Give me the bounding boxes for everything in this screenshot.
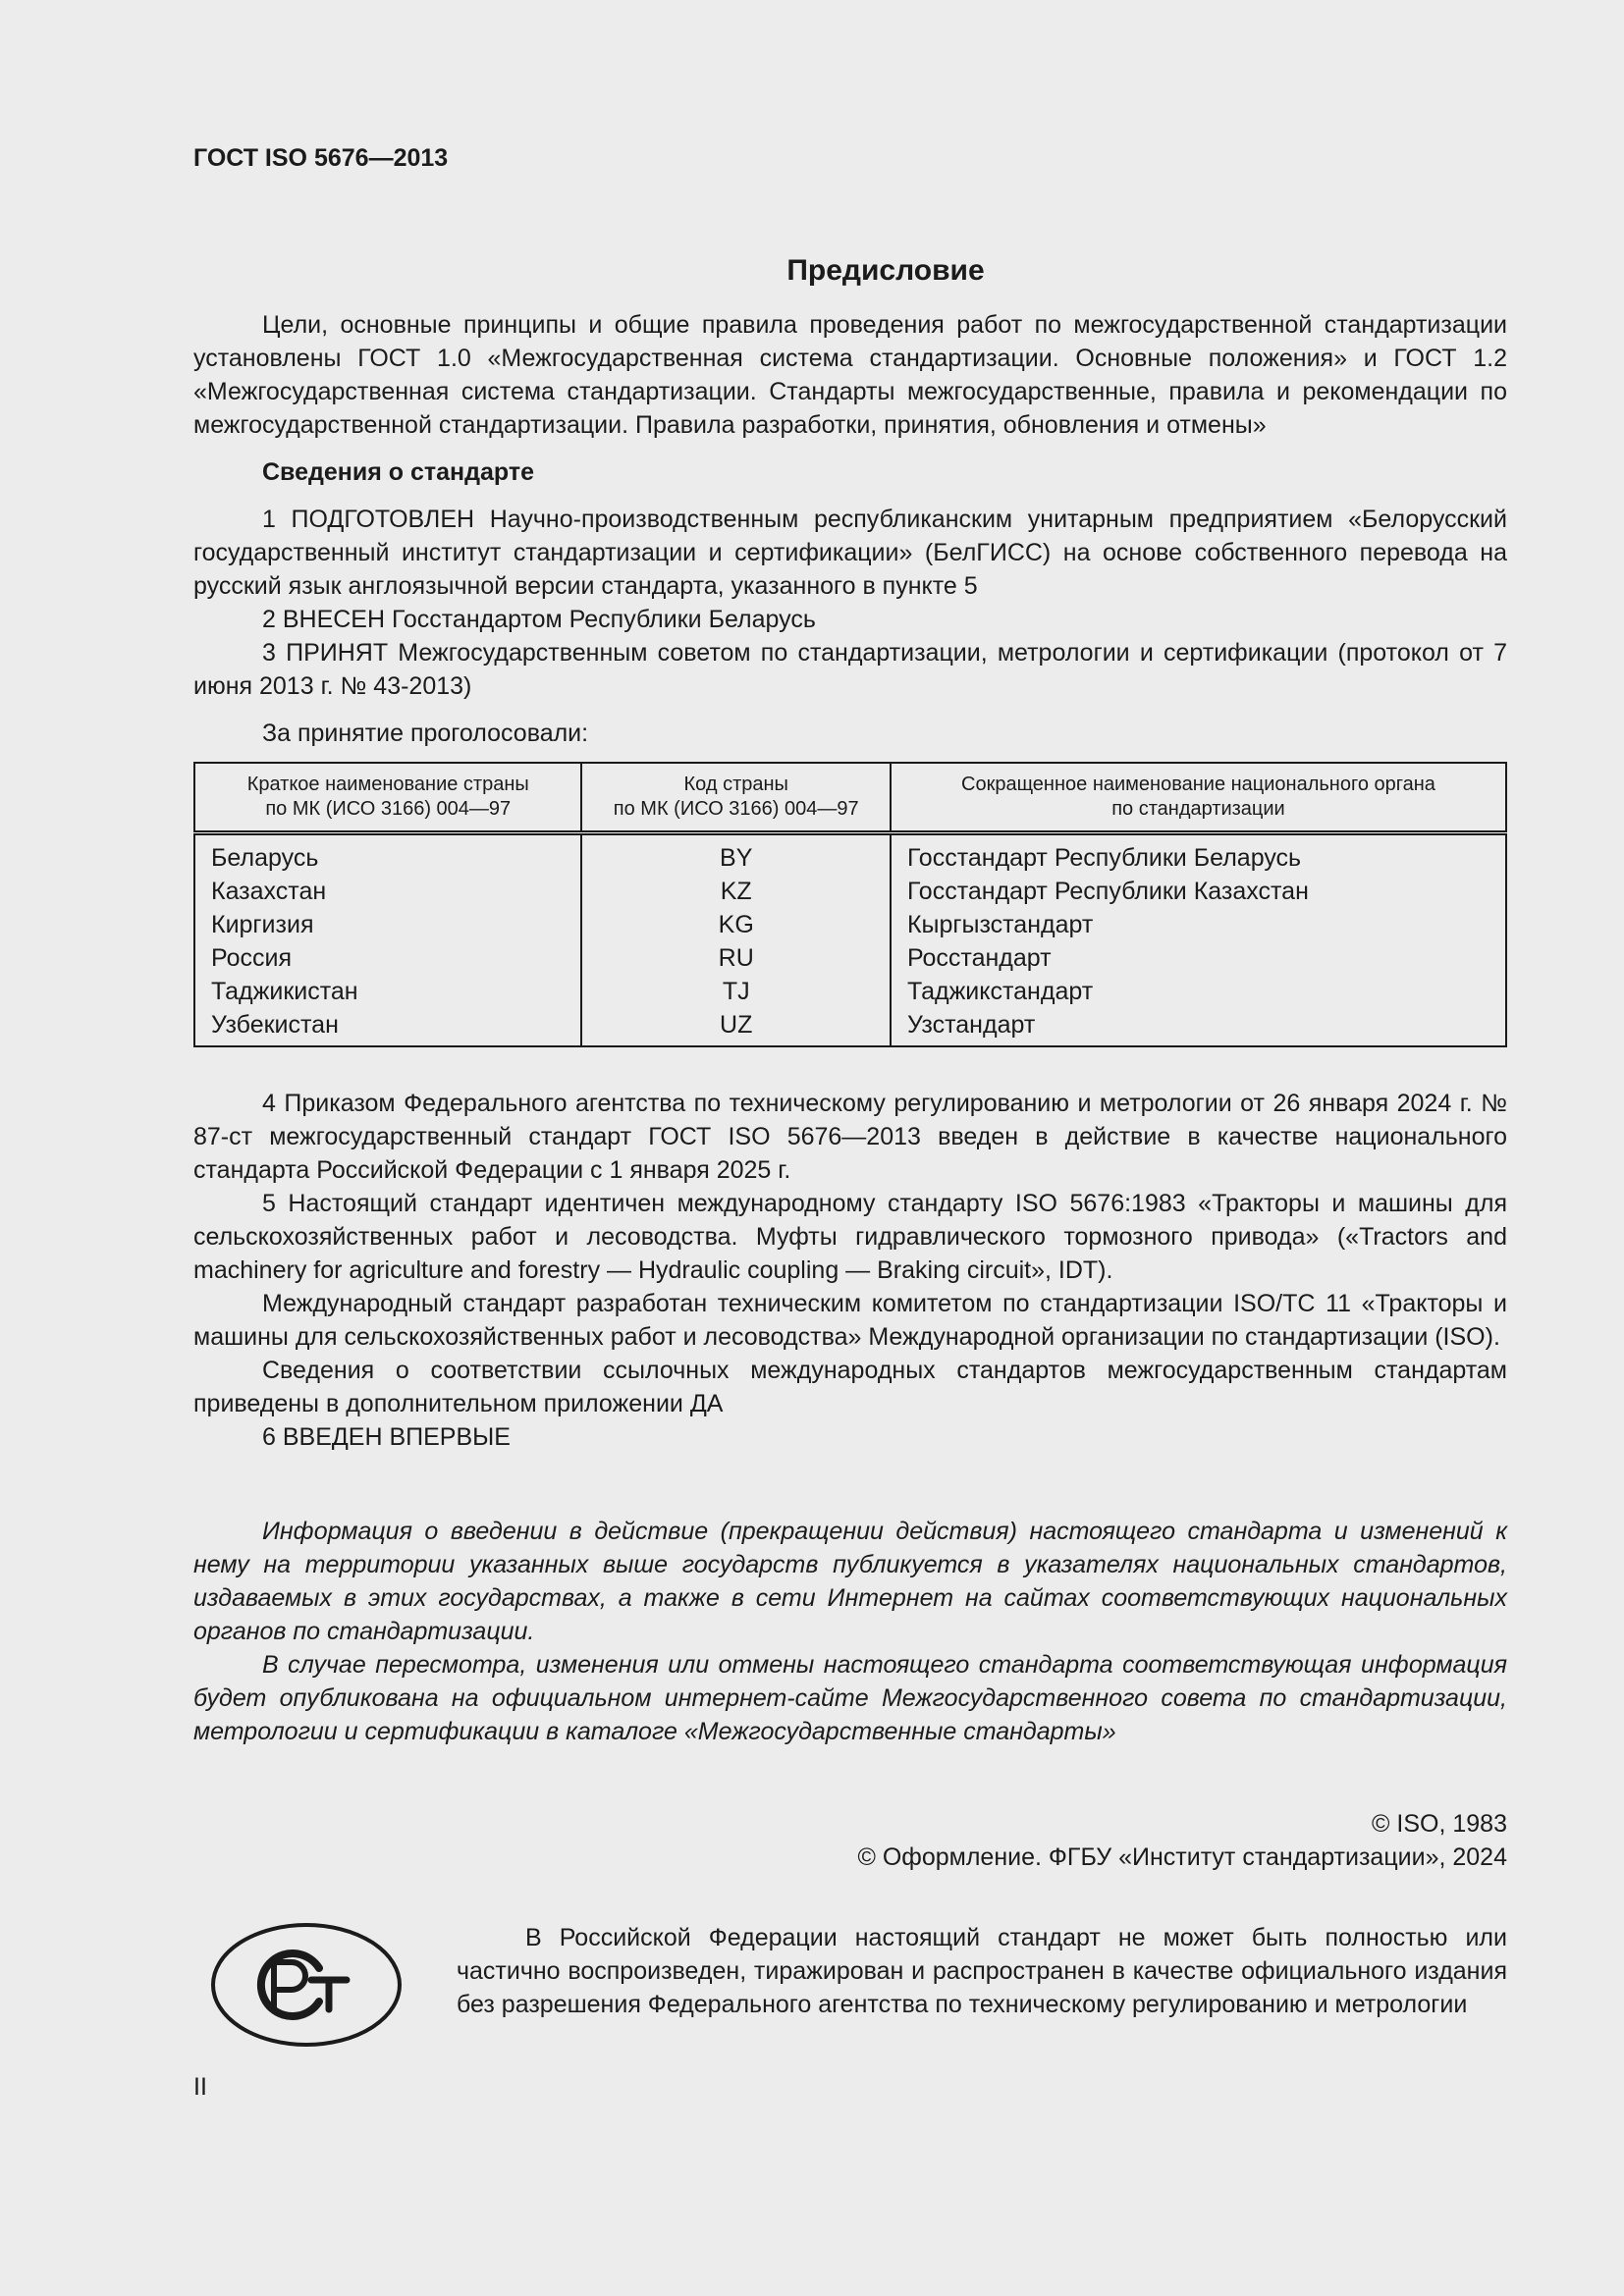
- cell-body: Росстандарт: [906, 944, 1052, 972]
- rf-notice-block: [193, 1921, 1507, 2060]
- item-1-paragraph: 1 ПОДГОТОВЛЕН Научно-производственным республиканским унитарным предприятием «Белорусский государственный институт стандартизации и сертификации» (БелГИСС) на основе собственного перевода на русский язык англоязычной версии стандарта, указанного в пункте 5: [193, 506, 1507, 600]
- cell-code: KG: [581, 908, 890, 941]
- header-country: [194, 763, 581, 833]
- page-number: II: [193, 2073, 207, 2101]
- copyright-design: © Оформление. ФГБУ «Институт стандартизации», 2024: [857, 1843, 1507, 1871]
- cell-body: Госстандарт Республики Беларусь: [906, 844, 1302, 872]
- cell-body: Узстандарт: [906, 1011, 1036, 1039]
- table-row: [194, 875, 1506, 908]
- cell-country: Таджикистан: [194, 975, 581, 1008]
- cell-country: Узбекистан: [194, 1008, 581, 1046]
- header-country-line1: Краткое наименование страны: [246, 774, 529, 795]
- header-code-line1: Код страны: [683, 774, 788, 795]
- copyright-iso: © ISO, 1983: [1372, 1810, 1507, 1838]
- notice-paragraph-1: Информация о введении в действие (прекращении действия) настоящего стандарта и изменений к нему на территории указанных выше государств публикуется в указателях национальных стандартов, издаваемых в этих государствах, а также в сети Интернет на сайтах соответствующих национальных органов по стандартизации.: [193, 1518, 1507, 1645]
- cell-code: RU: [581, 941, 890, 975]
- cell-code: TJ: [581, 975, 890, 1008]
- cell-body: Госстандарт Республики Казахстан: [906, 878, 1309, 905]
- item-3-paragraph: 3 ПРИНЯТ Межгосударственным советом по стандартизации, метрологии и сертификации (протокол от 7 июня 2013 г. № 43-2013): [193, 639, 1507, 700]
- header-body-line2: по стандартизации: [1111, 798, 1285, 820]
- document-header: ГОСТ ISO 5676—2013: [193, 144, 449, 172]
- table-row: [194, 975, 1506, 1008]
- cell-body: Таджикстандарт: [906, 978, 1094, 1005]
- table-row: [194, 1008, 1506, 1046]
- table-row: [194, 908, 1506, 941]
- header-body: [891, 763, 1506, 833]
- cell-code: UZ: [581, 1008, 890, 1046]
- header-country-line2: по МК (ИСО 3166) 004—97: [265, 798, 512, 820]
- item-5-references-paragraph: Сведения о соответствии ссылочных международных стандартов межгосударственным стандартам приведены в дополнительном приложении ДА: [193, 1357, 1507, 1417]
- item-6-paragraph: 6 ВВЕДЕН ВПЕРВЫЕ: [262, 1423, 511, 1451]
- cell-country: Россия: [194, 941, 581, 975]
- item-4-paragraph: 4 Приказом Федерального агентства по техническому регулированию и метрологии от 26 января 2024 г. № 87-ст межгосударственный стандарт ГОСТ ISO 5676—2013 введен в действие в качестве национального стандарта Российской Федерации с 1 января 2025 г.: [193, 1090, 1507, 1184]
- cell-country: Киргизия: [194, 908, 581, 941]
- intro-paragraph: Цели, основные принципы и общие правила проведения работ по межгосударственной стандартизации установлены ГОСТ 1.0 «Межгосударственная система стандартизации. Основные положения» и ГОСТ 1.2 «Межгосударственная система стандартизации. Стандарты межгосударственные, правила и рекомендации по межгосударственной стандартизации. Правила разработки, принятия, обновления и отмены»: [193, 311, 1507, 439]
- notice-paragraph-2: В случае пересмотра, изменения или отмены настоящего стандарта соответствующая информация будет опубликована на официальном интернет-сайте Межгосударственного совета по стандартизации, метрологии и сертификации в каталоге «Межгосударственные стандарты»: [193, 1651, 1507, 1745]
- cell-code: BY: [581, 833, 890, 876]
- cell-country: Беларусь: [194, 833, 581, 876]
- header-code: [581, 763, 890, 833]
- page-title: Предисловие: [786, 254, 985, 287]
- voted-caption: За принятие проголосовали:: [262, 720, 589, 747]
- rst-certification-mark-icon: [209, 1921, 404, 2049]
- cell-country: Казахстан: [194, 875, 581, 908]
- item-5-paragraph: 5 Настоящий стандарт идентичен международному стандарту ISO 5676:1983 «Тракторы и машины для сельскохозяйственных работ и лесоводства. Муфты гидравлического тормозного привода» («Tractors and machinery for agriculture and forestry — Hydraulic coupling — Braking circuit», IDT).: [193, 1190, 1507, 1284]
- info-heading: Сведения о стандарте: [262, 458, 535, 486]
- voting-table: [193, 762, 1507, 1047]
- table-row: [194, 941, 1506, 975]
- header-code-line2: по МК (ИСО 3166) 004—97: [613, 798, 859, 820]
- rf-notice-text: В Российской Федерации настоящий стандарт не может быть полностью или частично воспроизведен, тиражирован и распространен в качестве официального издания без разрешения Федерального агентства по техническому регулированию и метрологии: [457, 1924, 1507, 2018]
- table-row: [194, 833, 1506, 876]
- cell-code: KZ: [581, 875, 890, 908]
- copyright-block: [193, 1807, 1507, 1874]
- item-5-committee-paragraph: Международный стандарт разработан техническим комитетом по стандартизации ISO/TC 11 «Тракторы и машины для сельскохозяйственных работ и лесоводства» Международной организации по стандартизации (ISO).: [193, 1290, 1507, 1351]
- cell-body: Кыргызстандарт: [906, 911, 1094, 938]
- document-page: [193, 143, 1507, 2101]
- item-2-paragraph: 2 ВНЕСЕН Госстандартом Республики Беларусь: [262, 606, 816, 633]
- table-header-row: [194, 763, 1506, 833]
- header-body-line1: Сокращенное наименование национального органа: [961, 774, 1435, 795]
